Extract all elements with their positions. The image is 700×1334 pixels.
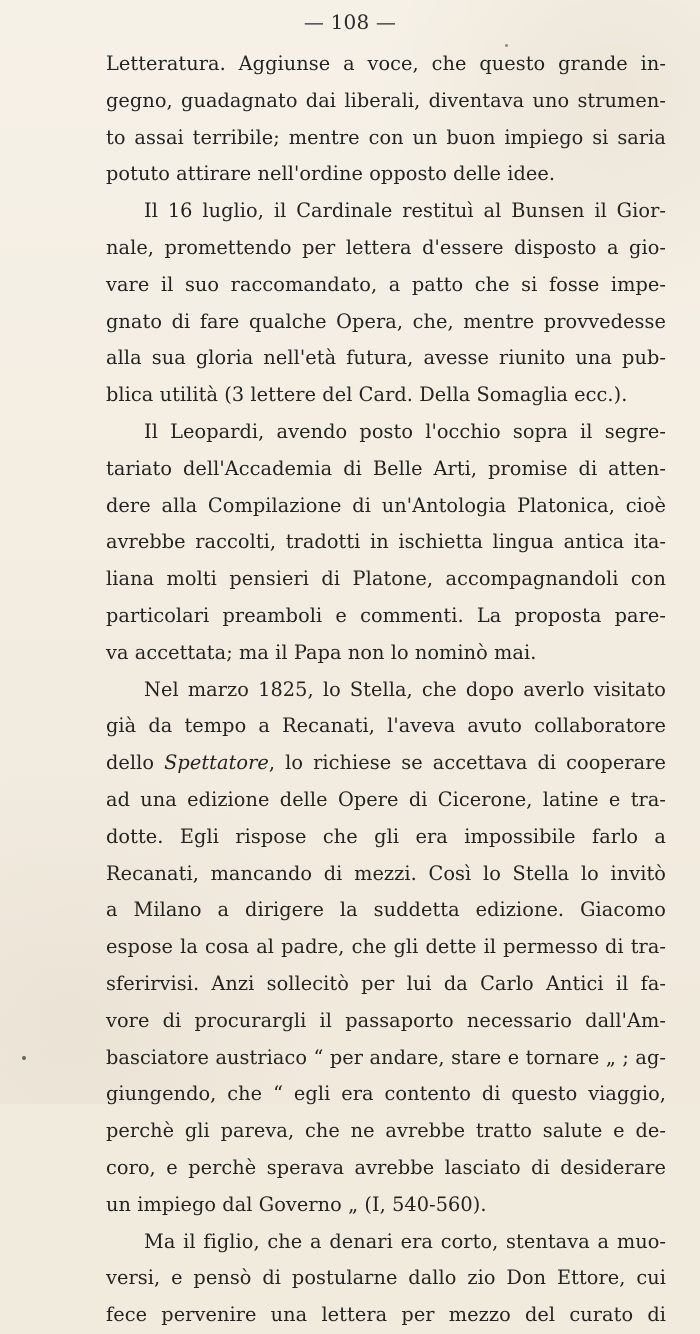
text-line-11: Il Leopardi, avendo posto l'occhio sopra il segre- (144, 419, 666, 443)
text-line-21: ad una edizione delle Opere di Cicerone, latine e tra- (106, 787, 666, 811)
text-line-14: avrebbe raccolti, tradotti in ischietta lingua antica ita- (106, 530, 666, 554)
text-line-35: fece pervenire una lettera per mezzo del curato di (106, 1303, 666, 1327)
text-line-20 (106, 745, 666, 782)
text-line-23: Recanati, mancando di mezzi. Così lo Stella lo invitò (106, 861, 666, 885)
text-line-25: espose la cosa al padre, che gli dette il permesso di tra- (106, 935, 666, 959)
text-line-29: giungendo, che “ egli era contento di questo viaggio, (106, 1082, 666, 1106)
text-line-22: dotte. Egli rispose che gli era impossibile farlo a (106, 824, 666, 848)
text-line-12: tariato dell'Accademia di Belle Arti, promise di atten- (106, 456, 666, 480)
text-line-20-before: dello (106, 751, 165, 775)
text-line-19: già da tempo a Recanati, l'aveva avuto collaboratore (106, 714, 666, 738)
text-line-5: Il 16 luglio, il Cardinale restituì al Bunsen il Gior- (144, 199, 666, 223)
text-line-16: particolari preamboli e commenti. La proposta pare- (106, 603, 666, 627)
text-line-31: coro, e perchè sperava avrebbe lasciato di desiderare (106, 1155, 666, 1179)
text-line-32: un impiego dal Governo „ (I, 540-560). (106, 1192, 487, 1216)
page-number: — 108 — (303, 10, 397, 34)
text-line-1: Letteratura. Aggiunse a voce, che questo grande in- (106, 52, 666, 75)
paper-speck (505, 44, 508, 47)
text-line-24: a Milano a dirigere la suddetta edizione. Giacomo (106, 898, 666, 922)
text-line-33: Ma il figlio, che a denari era corto, stentava a muo- (144, 1229, 666, 1253)
text-line-9: alla sua gloria nell'età futura, avesse riunito una pub- (106, 346, 666, 370)
text-line-10: blica utilità (3 lettere del Card. Della Somaglia ecc.). (106, 383, 628, 407)
text-line-27: vore di procurargli il passaporto necessario dall'Am- (106, 1008, 666, 1032)
body-text (106, 46, 666, 1334)
spettatore-italic: Spettatore (164, 751, 269, 775)
text-line-18: Nel marzo 1825, lo Stella, che dopo averlo visitato (144, 677, 666, 701)
text-line-28: basciatore austriaco “ per andare, stare e tornare „ ; ag- (106, 1045, 666, 1069)
text-line-13: dere alla Compilazione di un'Antologia Platonica, cioè (106, 493, 666, 517)
text-line-8: gnato di fare qualche Opera, che, mentre provvedesse (106, 309, 666, 333)
text-line-6: nale, promettendo per lettera d'essere disposto a gio- (106, 235, 666, 259)
text-line-30: perchè gli pareva, che ne avrebbe tratto salute e de- (106, 1119, 666, 1143)
text-line-4: potuto attirare nell'ordine opposto delle idee. (106, 162, 556, 186)
paper-speck (22, 1056, 26, 1060)
text-line-7: vare il suo raccomandato, a patto che si fosse impe- (106, 272, 666, 296)
text-line-17: va accettata; ma il Papa non lo nominò mai. (106, 640, 537, 664)
text-line-26: sferirvisi. Anzi sollecitò per lui da Carlo Antici il fa- (106, 971, 666, 995)
text-line-15: liana molti pensieri di Platone, accompagnandoli con (106, 567, 666, 591)
text-line-3: to assai terribile; mentre con un buon impiego si saria (106, 125, 666, 149)
text-line-34: versi, e pensò di postularne dallo zio Don Ettore, cui (106, 1266, 666, 1290)
text-line-20-after: , lo richiese se accettava di cooperare (268, 751, 666, 775)
text-line-2: gegno, guadagnato dai liberali, diventava uno strumen- (106, 88, 666, 112)
